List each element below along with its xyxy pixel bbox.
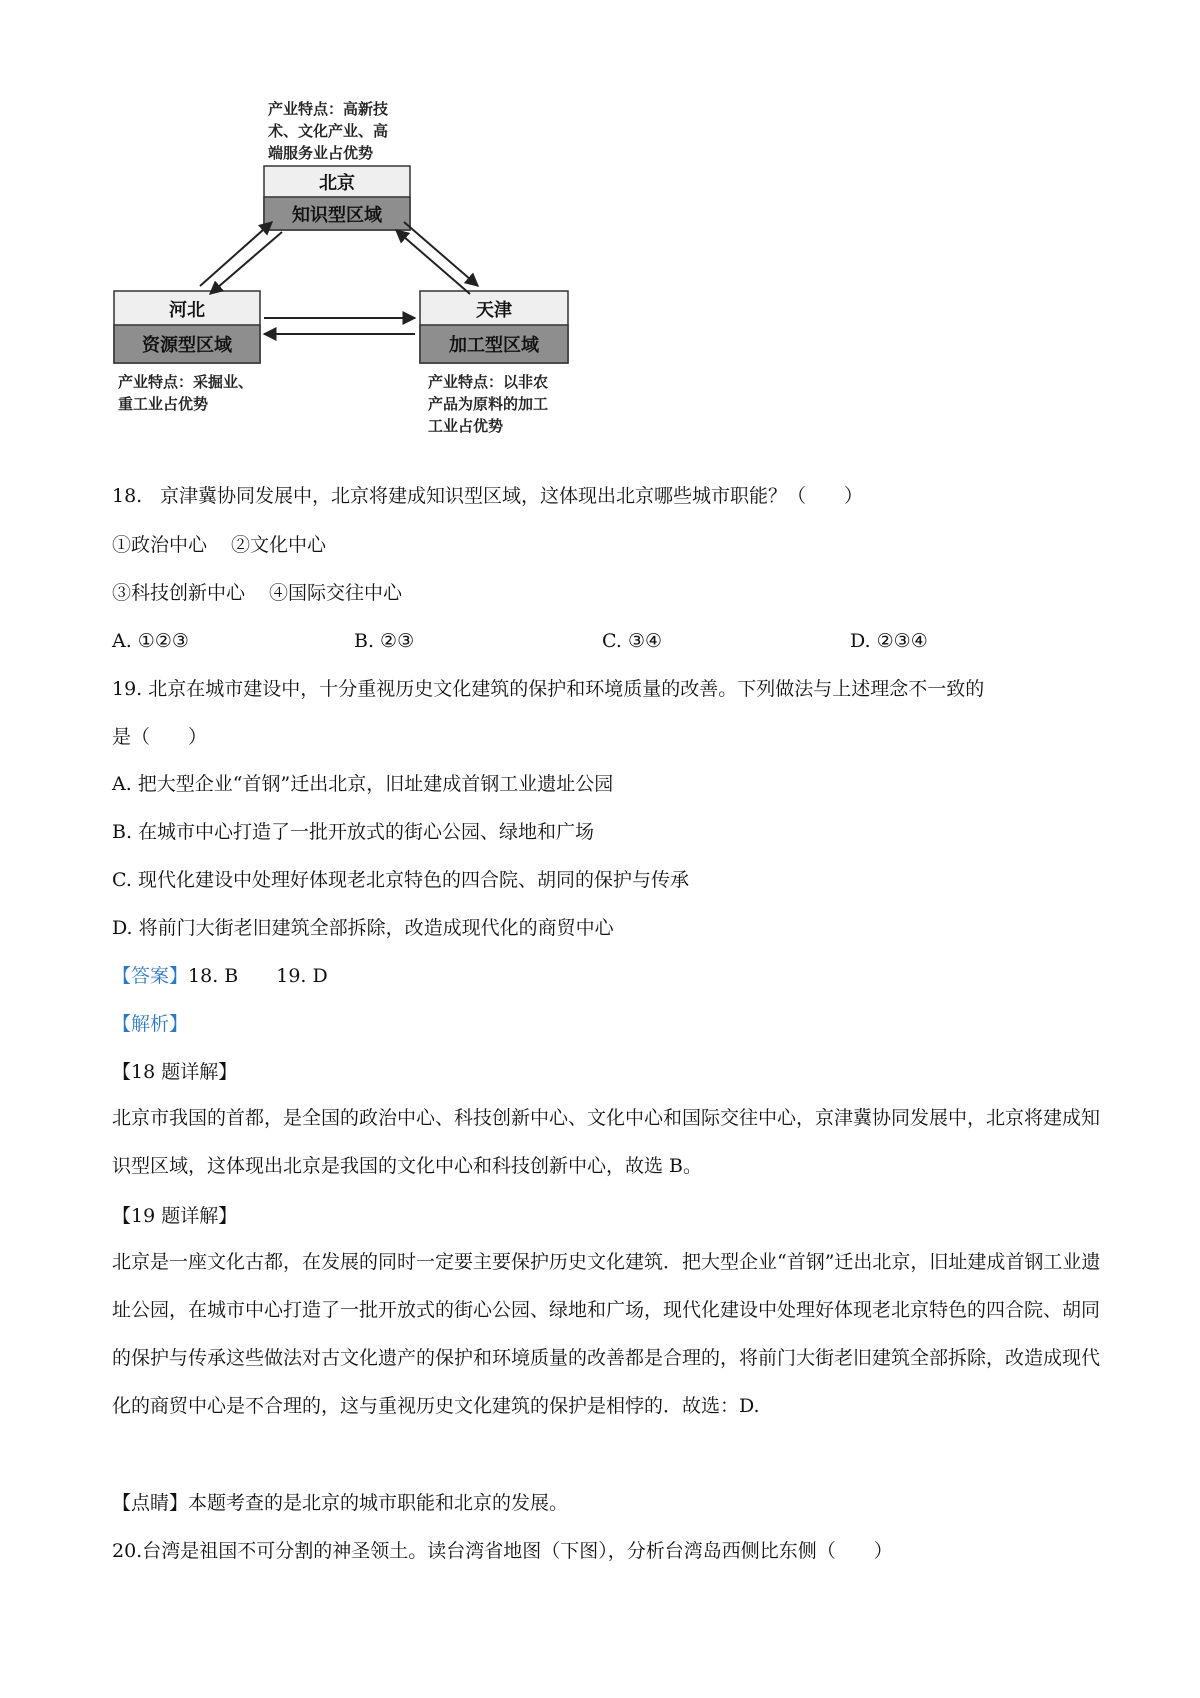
q20-stem: 20.台湾是祖国不可分割的神圣领土。读台湾省地图（下图），分析台湾岛西侧比东侧（ ）: [112, 1540, 893, 1562]
answer-label: 【答案】: [112, 965, 189, 987]
q18-number: 18.: [112, 485, 143, 507]
q19-stem-line-1: 19. 北京在城市建设中，十分重视历史文化建筑的保护和环境质量的改善。下列做法与上述理念不一致的: [112, 678, 985, 700]
tianjin-type: 加工型区域: [449, 335, 539, 356]
arrow-beijing-to-hebei: [210, 232, 282, 294]
analysis-label: 【解析】: [112, 1013, 189, 1035]
comment-line: 【点睛】本题考查的是北京的城市职能和北京的发展。: [112, 1492, 569, 1514]
beijing-feature-line-3: 端服务业占优势: [268, 144, 374, 162]
q18-option-b: B. ②③: [354, 630, 415, 652]
beijing-feature-line-2: 术、文化产业、高: [268, 122, 389, 140]
detail18-title: 【18 题详解】: [112, 1061, 238, 1083]
beijing-name: 北京: [319, 173, 355, 194]
tianjin-feature-line-1: 产业特点：以非农: [428, 373, 549, 391]
q18-option-a: A. ①②③: [112, 630, 189, 652]
q19-option-d: D. 将前门大街老旧建筑全部拆除，改造成现代化的商贸中心: [112, 917, 614, 939]
hebei-type: 资源型区域: [142, 335, 232, 356]
q18-items-line-2: [112, 580, 402, 606]
hebei-box: [114, 291, 260, 363]
q18-item-3: ③科技创新中心: [112, 582, 246, 604]
q18-item-1: ①政治中心: [112, 534, 208, 556]
tianjin-feature-line-2: 产品为原料的加工: [428, 395, 549, 413]
arrow-hebei-to-beijing: [200, 222, 272, 286]
hebei-name: 河北: [169, 300, 205, 321]
q19-option-a: A. 把大型企业“首钢”迁出北京，旧址建成首钢工业遗址公园: [112, 773, 614, 795]
q18-item-2: ②文化中心: [231, 534, 327, 556]
tianjin-name: 天津: [476, 300, 512, 321]
q18-option-c: C. ③④: [602, 630, 663, 652]
answer-line: [112, 963, 328, 989]
hebei-feature-line-1: 产业特点：采掘业、: [118, 373, 254, 391]
answer-text: 18. B 19. D: [188, 965, 328, 987]
q18-item-4: ④国际交往中心: [269, 582, 403, 604]
q18-stem: [112, 483, 863, 509]
q18-option-d: D. ②③④: [850, 630, 928, 652]
q18-stem-text: 京津冀协同发展中，北京将建成知识型区域，这体现出北京哪些城市职能？（ ）: [160, 485, 864, 507]
tianjin-feature-line-3: 工业占优势: [428, 417, 504, 435]
q19-option-b: B. 在城市中心打造了一批开放式的街心公园、绿地和广场: [112, 821, 595, 843]
detail18-body: 北京市我国的首都，是全国的政治中心、科技创新中心、文化中心和国际交往中心，京津冀协同发展中，北京将建成知识型区域，这体现出北京是我国的文化中心和科技创新中心，故选 B。: [112, 1107, 1101, 1177]
q18-items-line-1: [112, 532, 326, 558]
beijing-feature-line-1: 产业特点：高新技: [268, 100, 389, 118]
arrow-beijing-to-tianjin: [404, 222, 478, 286]
beijing-box: [264, 166, 410, 230]
q19-stem-line-2: 是（ ）: [112, 726, 208, 748]
tianjin-box: [420, 291, 568, 363]
detail19-body: 北京是一座文化古都，在发展的同时一定要主要保护历史文化建筑．把大型企业“首钢”迁出北京，旧址建成首钢工业遗址公园，在城市中心打造了一批开放式的街心公园、绿地和广场，现代化建设中处理好体现老北京特色的四合院、胡同的保护与传承这些做法对古文化遗产的保护和环境质量的改善都是合理的，将前门大街老旧建筑全部拆除，改造成现代化的商贸中心是不合理的，这与重视历史文化建筑的保护是相悖的．故选：D.: [112, 1251, 1101, 1417]
beijing-type: 知识型区域: [292, 205, 382, 226]
q19-option-c: C. 现代化建设中处理好体现老北京特色的四合院、胡同的保护与传承: [112, 869, 689, 891]
arrow-tianjin-to-beijing: [396, 230, 470, 294]
detail19-title: 【19 题详解】: [112, 1205, 238, 1227]
q18-options: [112, 628, 1102, 654]
hebei-feature-line-2: 重工业占优势: [118, 395, 209, 413]
region-relationship-diagram: [112, 96, 582, 468]
